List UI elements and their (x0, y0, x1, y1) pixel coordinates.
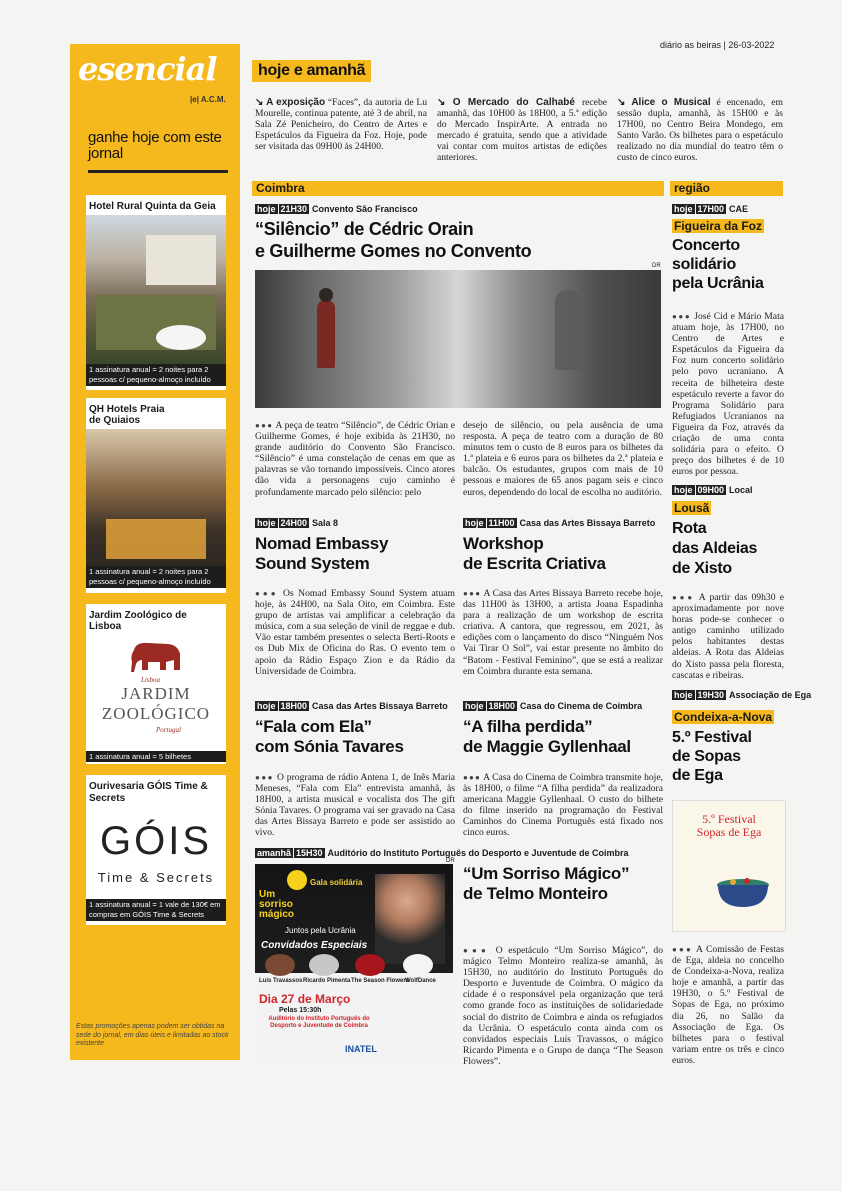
headline-workshop: Workshop de Escrita Criativa (463, 534, 606, 573)
zoo-logo-line2: ZOOLÓGICO (101, 704, 211, 723)
article-filha: ●●● A Casa do Cinema de Coimbra transmite hoje, às 18H00, o filme “A filha perdida” da realizadora americana Maggie Gyllenhaal. O custo do bilhete do filme inserido na programação do Festival Caminhos do Cinema Português está fixado nos cinco euros. (463, 772, 663, 839)
event-tag: hoje 11H00 Casa das Artes Bissaya Barreto (465, 518, 656, 528)
brief-mercado: ↘ O Mercado do Calhabé recebe amanhã, das 10H00 às 18H00, a 5.ª edição do Mercado InspirArte. A entrada no mercado é gratuita, sendo que a atividade vai contar com muitos artistas de edições anteriores. (437, 97, 607, 164)
promo-title: Jardim Zoológico de Lisboa (89, 610, 187, 632)
elephant-icon (126, 640, 186, 674)
article-rota: ●●● A partir das 09h30 e aproximadamente por nove horas pode-se conhecer o antigo caminho utilizado pelos habitantes destas aldeias. A Rota das Aldeias do Xisto passa pela floresta, cascatas e ribeiras. (672, 592, 785, 681)
esencial-logo: esencial (78, 50, 217, 88)
sidebar-footnote: Estas promoções apenas podem ser obtidas na sede do jornal, em dias úteis e limitadas ao stock existente (76, 1023, 229, 1047)
gois-logo-line1: GÓIS (99, 819, 213, 863)
headline-fala: “Fala com Ela” com Sónia Tavares (255, 717, 404, 756)
article-silencio-col1: ●●● A peça de teatro “Silêncio”, de Cédric Orian e Guilherme Gomes, é hoje exibida às 21H30, no grande auditório do Convento São Francisco. “Silêncio” é uma constelação de cenas em que as palavras se vão tornando impossíveis. Cinco atores dão vida a personagens cujo caminho é profundamente marcado pelo silêncio: pelo (255, 420, 456, 498)
headline-filha: “A filha perdida” de Maggie Gyllenhaal (463, 717, 631, 756)
stage-photo (255, 270, 661, 408)
article-nomad: ●●● Os Nomad Embassy Sound System atuam hoje, às 24H00, na Sala Oito, em Coimbra. Este grupo de artistas vai amplificar a celebração da música, com a sua seleção de vinil de reggae e dub. Vão estar também presentes o selecta Berti-Roots e os Dub Mix de Oficina do Ras. O evento tem o apoio da Rádio Espaço Zion e da Rádio da Universidade de Coimbra. (255, 588, 455, 677)
article-workshop: ●●● A Casa das Artes Bissaya Barreto recebe hoje, das 11H00 às 13H00, a artista Joana Espadinha para a realização de um workshop de escrita criativa. A cantora, que regressou, em 2021, às edições com o lançamento do disco “Ninguém Nos Vai Tirar O Sol”, vai estar presente no âmbito do “Batom - Festival Feminino”, que se está a realizar em Coimbra durante esta semana. (463, 588, 664, 677)
event-tag: hoje 18H00 Casa das Artes Bissaya Barreto (257, 701, 448, 711)
zoo-logo-top: Lisboa (141, 676, 161, 684)
article-sorriso: ●●● O espetáculo “Um Sorriso Mágico”, do mágico Telmo Monteiro realiza-se amanhã, às 15H30, no auditório do Instituto Português do Desporto e Juventude de Coimbra. O mágico da cidade é o responsável pela organização que terá como grande foco as instituições de solidariedade social do distrito de Coimbra e ainda os refugiados da Ucrânia. O espetáculo conta ainda com os convidados especiais Luís Travassos, o mágico Ricardo Pimenta e o Grupo de dança “The Season Flowers”. (463, 945, 663, 1067)
event-tag: amanhã 15H30 Auditório do Instituto Português do Desporto e Juventude de Coimbra (257, 848, 629, 858)
event-tag: hoje 19H30 Associação de Ega (674, 690, 812, 700)
promo-title: Hotel Rural Quinta da Geia (89, 201, 216, 212)
event-tag: hoje 09H00 Local (674, 485, 753, 495)
poster-sub: Juntos pela Ucrânia (285, 926, 356, 935)
divider: | (723, 40, 729, 50)
headline-concerto: Concerto solidário pela Ucrânia (672, 237, 764, 292)
poster-sponsor: INATEL (345, 1044, 377, 1054)
guest-photos (261, 954, 447, 976)
promo-qh-hotels (86, 398, 226, 593)
brief-exposicao: ↘ A exposição “Faces”, da autoria de Lu Mourelle, continua patente, até 3 de abril, na Sala Zé Penicheiro, do Centro de Artes e Espetáculos da Figueira da Foz. Hoje, pode ser visitada das 09H00 às 24H00. (255, 97, 428, 153)
poster-title: 5.º Festival Sopas de Ega (696, 812, 762, 839)
article-fala: ●●● O programa de rádio Antena 1, de Inês Maria Meneses, “Fala com Ela” entrevista amanhã, às 18H00, a artista musical e vocalista dos The gift Sónia Tavares. O programa vai ser gravado na Casa das Artes Bissaya Barreto e pode ser assistido ao vivo. (255, 772, 455, 839)
issue-date: 26-03-2022 (728, 40, 775, 50)
brief-alice: ↘ Alice o Musical é encenado, em sessão dupla, amanhã, às 15H00 e às 17H00, no Centro Beira Mondego, em Santo Varão. Os bilhetes para o espetáculo realizado no dia mundial do teatro têm o custo de cinco euros. (617, 97, 783, 164)
promo-photo (86, 429, 226, 574)
headline-festival: 5.º Festival de Sopas de Ega (672, 729, 752, 784)
sidebar-heading: ganhe hoje com este jornal (88, 129, 222, 162)
zoo-logo-bottom: Portugal (156, 726, 181, 734)
promo-title: Ourivesaria GÓIS Time & Secrets (89, 781, 208, 804)
photo-credit: DR (446, 858, 455, 864)
gois-logo-line2: Time & Secrets (97, 870, 215, 885)
headline-rota: Rota das Aldeias de Xisto (672, 520, 758, 577)
section-coimbra: Coimbra (252, 181, 664, 196)
magician-photo (375, 874, 445, 964)
headline-sorriso: “Um Sorriso Mágico” de Telmo Monteiro (463, 864, 630, 903)
article-concerto: ●●● José Cid e Mário Mata atuam hoje, às 17H00, no Centro de Artes e Espetáculos da Figueira da Foz num concerto solidário pelo povo ucraniano. A receita de bilheteira deste espetáculo reverte a favor do Programa Solidário para Refugiados Ucranianos na Figueira da Foz, através da criação de uma conta solidária para o efeito. O preço dos bilhetes é de 10 euros por pessoa. (672, 311, 784, 478)
promo-caption: 1 assinatura anual = 5 bilhetes (86, 751, 226, 762)
promo-jardim-zoologico (86, 604, 226, 764)
headline-nomad: Nomad Embassy Sound System (255, 534, 389, 573)
promo-caption: 1 assinatura anual = 1 vale de 130€ em compras em GÓIS Time & Secrets (86, 899, 226, 921)
article-silencio-col2: desejo de silêncio, ou pela ausência de uma resposta. A peça de teatro com a duração de 80 minutos tem o custo de 8 euros para os bilhetes da 1.ª plateia e 6 euros para os bilhetes da 2.ª plateia e balcão. Os estudantes, grupos com mais de 10 pessoas e maiores de 65 anos pagam seis e cinco euros, dependendo do local de escolha no auditório. (463, 420, 663, 498)
poster-date: Dia 27 de Março (259, 992, 351, 1006)
event-tag: hoje 18H00 Casa do Cinema de Coimbra (465, 701, 643, 711)
poster-guests-title: Convidados Especiais (261, 940, 368, 951)
sidebar-heading-rule (88, 170, 228, 173)
zoo-logo-line1: JARDIM (121, 684, 191, 703)
poster-brand: Um sorriso mágico (259, 889, 295, 920)
section-regiao: região (670, 181, 783, 196)
promo-title: QH Hotels Praia de Quiaios (89, 404, 165, 426)
town-condeixa: Condeixa-a-Nova (674, 710, 773, 724)
smiley-icon (287, 870, 307, 890)
logo-subtitle: |e| A.C.M. (190, 95, 226, 104)
event-tag: hoje 21H30 Convento São Francisco (257, 204, 418, 214)
poster-time: Pelas 15:30h (279, 1007, 322, 1014)
paper-header (660, 40, 774, 50)
headline-silencio: “Silêncio” de Cédric Orain e Guilherme Gomes no Convento (255, 219, 532, 261)
photo-credit: DR (652, 263, 661, 269)
town-lousa: Lousã (674, 501, 710, 515)
town-figueira: Figueira da Foz (674, 219, 763, 233)
event-tag: hoje 17H00 CAE (674, 204, 749, 214)
festival-poster (672, 800, 786, 932)
poster-venue: Auditório do Instituto Português do Desporto e Juventude de Coimbra (268, 1016, 370, 1029)
poster-top: Gala solidária (310, 878, 363, 887)
section-title: hoje e amanhã (252, 60, 371, 82)
promo-caption: 1 assinatura anual = 2 noites para 2 pessoas c/ pequeno-almoço incluído (86, 566, 226, 588)
gala-poster: Gala solidária Um sorriso mágico Juntos pela Ucrânia Convidados Especiais Luís Travassos Ricardo Pimenta The Season Flowers WolfDance Dia 27 de Março Pelas 15:30h Auditório do Instituto Português do Desporto e Juventude de Coimbra INATEL (255, 864, 453, 1062)
paper-name: diário as beiras (660, 40, 722, 50)
promo-photo (86, 215, 226, 365)
soup-pot-icon (713, 871, 773, 911)
article-festival: ●●● A Comissão de Festas de Ega, aldeia no concelho de Condeixa-a-Nova, realiza hoje e amanhã, a partir das 19H30, o 5.º Festival de Sopas de Ega, no próximo dia 26, no Salão da Associação de Ega. Os bilhetes para o festival variam entre os três e cinco euros. (672, 944, 785, 1066)
promo-caption: 1 assinatura anual = 2 noites para 2 pessoas c/ pequeno-almoço incluído (86, 364, 226, 386)
promo-hotel-geia (86, 195, 226, 390)
event-tag: hoje 24H00 Sala 8 (257, 518, 339, 528)
